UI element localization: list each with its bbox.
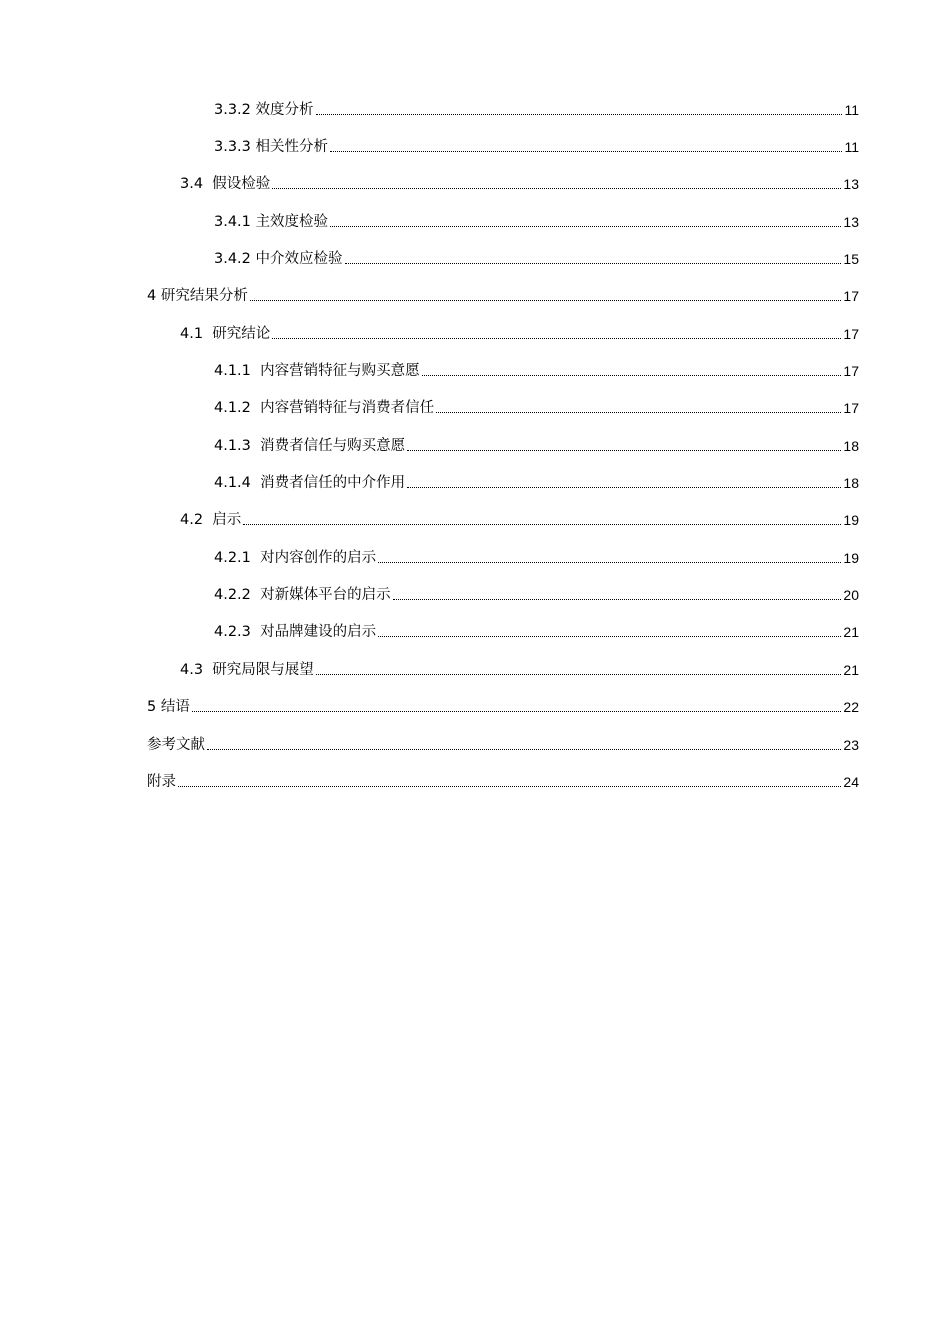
- toc-leader-dots: [378, 635, 841, 637]
- toc-entry-title: 3.4 假设检验: [180, 176, 271, 193]
- toc-leader-dots: [316, 673, 842, 675]
- toc-entry-4-2[interactable]: [0, 502, 950, 539]
- toc-entry-title: 附录: [147, 773, 176, 790]
- toc-page-number: 11: [844, 101, 859, 118]
- toc-page-number: 13: [843, 176, 859, 193]
- toc-page-number: 11: [844, 139, 859, 156]
- toc-page-number: 18: [843, 475, 859, 492]
- toc-page-number: 13: [843, 213, 859, 230]
- toc-entry-4-2-3[interactable]: [0, 614, 950, 651]
- toc-entry-4-2-2[interactable]: [0, 576, 950, 613]
- toc-entry-title: 3.3.3 相关性分析: [214, 139, 329, 156]
- toc-page-number: 19: [843, 549, 859, 566]
- toc-entry-3-4-2[interactable]: [0, 240, 950, 277]
- toc-page-number: 21: [843, 624, 859, 641]
- toc-page-number: 19: [843, 512, 859, 529]
- table-of-contents: [0, 91, 950, 801]
- toc-entry-5[interactable]: [0, 689, 950, 726]
- toc-entry-title: 4.1.4 消费者信任的中介作用: [214, 475, 406, 492]
- toc-entry-title: 4.3 研究局限与展望: [180, 661, 314, 678]
- toc-page-number: 21: [843, 661, 859, 678]
- toc-page-number: 22: [843, 699, 859, 716]
- toc-page-number: 15: [843, 251, 859, 268]
- toc-leader-dots: [422, 374, 842, 376]
- toc-entry-3-4-1[interactable]: [0, 203, 950, 240]
- toc-entry-4-2-1[interactable]: [0, 539, 950, 576]
- toc-entry-title: 4.1.2 内容营销特征与消费者信任: [214, 400, 435, 417]
- toc-entry-title: 4.2.2 对新媒体平台的启示: [214, 587, 391, 604]
- toc-leader-dots: [272, 187, 841, 189]
- toc-entry-references[interactable]: [0, 726, 950, 763]
- toc-leader-dots: [243, 523, 841, 525]
- toc-entry-3-3-3[interactable]: [0, 128, 950, 165]
- toc-entry-title: 3.3.2 效度分析: [214, 101, 314, 118]
- toc-entry-title: 4.2.3 对品牌建设的启示: [214, 624, 377, 641]
- toc-leader-dots: [393, 598, 842, 600]
- toc-entry-title: 5 结语: [147, 699, 190, 716]
- toc-page-number: 17: [843, 325, 859, 342]
- toc-page-number: 18: [843, 437, 859, 454]
- toc-entry-4-1-4[interactable]: [0, 464, 950, 501]
- toc-page-number: 17: [843, 288, 859, 305]
- toc-leader-dots: [250, 299, 842, 301]
- toc-entry-title: 参考文献: [147, 736, 205, 753]
- toc-entry-4-1[interactable]: [0, 315, 950, 352]
- toc-entry-title: 4.1.1 内容营销特征与购买意愿: [214, 363, 420, 380]
- toc-entry-3-4[interactable]: [0, 166, 950, 203]
- toc-leader-dots: [330, 225, 841, 227]
- toc-entry-title: 4.2.1 对内容创作的启示: [214, 549, 377, 566]
- toc-entry-title: 4.2 启示: [180, 512, 242, 529]
- toc-entry-title: 3.4.2 中介效应检验: [214, 251, 343, 268]
- toc-leader-dots: [207, 748, 841, 750]
- toc-entry-title: 4.1.3 消费者信任与购买意愿: [214, 437, 406, 454]
- toc-entry-3-3-2[interactable]: [0, 91, 950, 128]
- toc-leader-dots: [192, 710, 842, 712]
- toc-entry-appendix[interactable]: [0, 763, 950, 800]
- toc-leader-dots: [330, 150, 842, 152]
- toc-leader-dots: [345, 262, 842, 264]
- toc-leader-dots: [316, 113, 843, 115]
- toc-leader-dots: [378, 561, 841, 563]
- toc-leader-dots: [272, 337, 841, 339]
- toc-leader-dots: [436, 411, 841, 413]
- toc-page-number: 23: [843, 736, 859, 753]
- toc-entry-4-1-1[interactable]: [0, 352, 950, 389]
- toc-entry-4-1-2[interactable]: [0, 390, 950, 427]
- toc-page-number: 17: [843, 363, 859, 380]
- toc-page-number: 20: [843, 587, 859, 604]
- toc-entry-title: 4.1 研究结论: [180, 325, 271, 342]
- toc-entry-title: 3.4.1 主效度检验: [214, 213, 329, 230]
- toc-page-number: 24: [843, 773, 859, 790]
- toc-leader-dots: [407, 486, 841, 488]
- toc-entry-4-1-3[interactable]: [0, 427, 950, 464]
- toc-entry-4[interactable]: [0, 278, 950, 315]
- toc-leader-dots: [178, 785, 841, 787]
- toc-entry-title: 4 研究结果分析: [147, 288, 248, 305]
- toc-page-number: 17: [843, 400, 859, 417]
- toc-entry-4-3[interactable]: [0, 651, 950, 688]
- toc-leader-dots: [407, 449, 841, 451]
